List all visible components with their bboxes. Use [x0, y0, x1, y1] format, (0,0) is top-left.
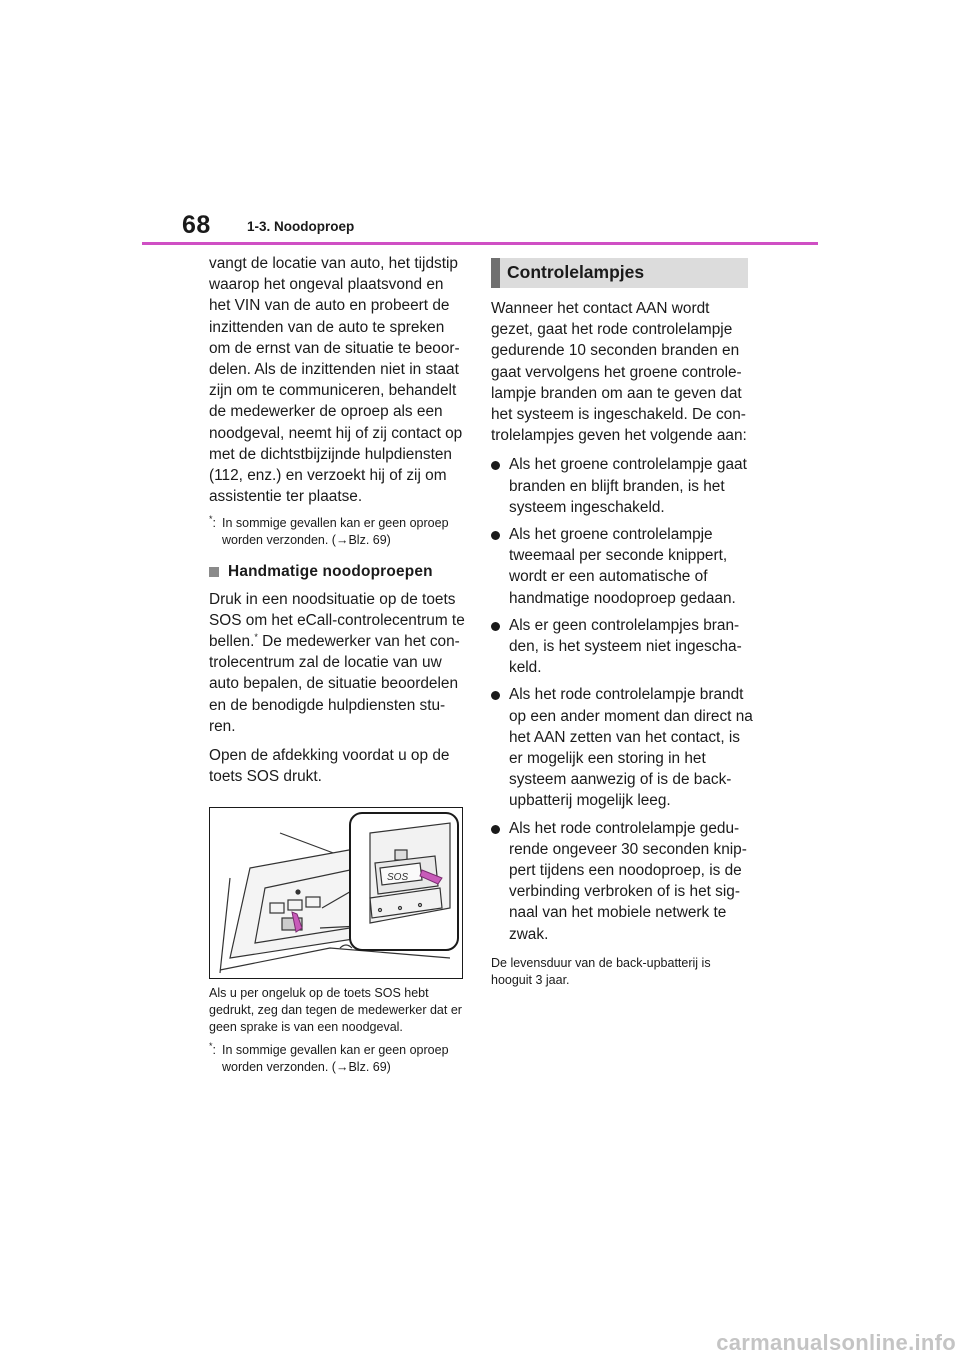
section-heading-bar [491, 258, 500, 288]
bullet-icon [491, 622, 500, 631]
indicators-intro: Wanneer het contact AAN wordt gezet, gaat het rode controlelampje gedurende 10 seconden branden en gaat vervolgens het groene controle-lampje branden om aan te geven dat het systeem is ingeschakeld. De con-trolelampjes geven het volgende aan: [491, 300, 747, 445]
bullet-icon [491, 461, 500, 470]
right-column [491, 253, 753, 989]
bullet-icon [491, 531, 500, 540]
watermark[interactable]: carmanualsonline.info [716, 1330, 956, 1355]
intro-paragraph: vangt de locatie van auto, het tijdstip waarop het ongeval plaatsvond en het VIN van de auto en probeert de inzittenden van de auto te spreken om de ernst van de situatie te beoor-delen. Als de inzittenden niet in staat zijn om te communiceren, behandelt de medewerker de oproep als een noodgeval, neemt hij of zij contact op met de dichtstbijzijnde hulpdiensten (112, enz.) en verzoekt hij of zij om assistentie ter plaatse. [209, 255, 463, 506]
section-label: 1-3. Noodoproep [247, 219, 355, 234]
list-item: Als er geen controlelampjes bran-den, is het systeem niet ingescha-keld. [491, 615, 753, 679]
battery-note: De levensduur van de back-upbatterij is hooguit 3 jaar. [491, 955, 711, 987]
sos-button-illustration [209, 807, 463, 979]
square-bullet-icon [209, 567, 219, 577]
page-number: 68 [182, 211, 211, 239]
section-heading-title: Controlelampjes [507, 262, 645, 283]
figure-caption: Als u per ongeluk op de toets SOS hebt gedrukt, zeg dan tegen de medewerker dat er geen sprake is van een noodgeval. [209, 986, 462, 1035]
bullet-icon [491, 691, 500, 700]
manual-call-paragraph: Druk in een noodsituatie op de toets SOS om het eCall-controlecentrum te bellen.* De medewerker van het con-trolecentrum zal de locatie van uw auto bepalen, de situatie beoordelen en de benodigde hulpdiensten stu-ren. [209, 590, 465, 735]
list-item: Als het rode controlelampje brandt op een ander moment dan direct na het AAN zetten van het contact, is er mogelijk een storing in het systeem aanwezig of is de back-upbatterij mogelijk leeg. [491, 684, 753, 811]
list-item: Als het groene controlelampje tweemaal per seconde knippert, wordt er een automatische of handmatige noodoproep gedaan. [491, 524, 753, 609]
list-item: Als het rode controlelampje gedu-rende ongeveer 30 seconden knip-pert tijdens een noodoproep, is de verbinding verbroken of is het sig-naal van het mobiele netwerk te zwak. [491, 818, 753, 945]
footnote-1 [209, 515, 465, 549]
overhead-console-drawing-icon [210, 808, 462, 978]
list-item: Als het groene controlelampje gaat branden en blijft branden, is het systeem ingeschakeld. [491, 454, 753, 518]
footnote-marker: *: [209, 1041, 216, 1058]
header-divider [142, 242, 818, 245]
sos-key-label: SOS [387, 872, 409, 884]
footnote-marker: *: [209, 514, 216, 531]
footnote-text: In sommige gevallen kan er geen oproep worden verzonden. (→Blz. 69) [222, 1043, 449, 1075]
footnote-text: In sommige gevallen kan er geen oproep worden verzonden. (→Blz. 69) [222, 516, 449, 548]
bullet-icon [491, 825, 500, 834]
left-column [209, 253, 465, 1088]
footnote-2 [209, 1042, 465, 1076]
cover-instruction: Open de afdekking voordat u op de toets SOS drukt. [209, 747, 450, 786]
section-heading-indicators [491, 258, 748, 288]
subheading-manual-call: Handmatige noodoproepen [209, 561, 465, 582]
